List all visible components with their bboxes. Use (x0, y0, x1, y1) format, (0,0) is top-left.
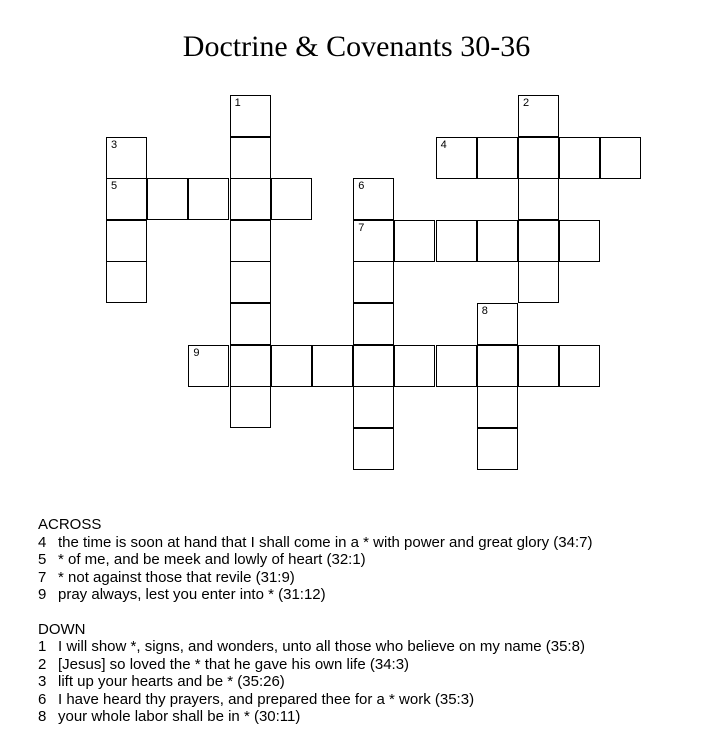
grid-cell[interactable] (353, 428, 394, 470)
grid-cell[interactable] (312, 345, 353, 387)
grid-cell[interactable] (353, 386, 394, 428)
grid-cell[interactable] (436, 345, 477, 387)
across-heading: ACROSS (38, 516, 102, 533)
grid-cell[interactable] (559, 345, 600, 387)
grid-cell[interactable] (106, 137, 147, 179)
clue-text: I have heard thy prayers, and prepared thee for a * work (35:3) (58, 690, 475, 708)
grid-cell[interactable] (353, 220, 394, 262)
clue-text: lift up your hearts and be * (35:26) (58, 673, 285, 690)
clue-text: * of me, and be meek and lowly of heart (32:1) (58, 551, 366, 568)
grid-cell[interactable] (271, 345, 312, 387)
down-heading: DOWN (38, 620, 86, 638)
clue-number: 5 (38, 551, 47, 568)
grid-cell[interactable] (518, 178, 559, 220)
clue-number: 3 (38, 673, 47, 690)
clue-number: 7 (38, 568, 47, 586)
grid-cell[interactable] (436, 137, 477, 179)
grid-cell[interactable] (477, 345, 518, 387)
cell-number: 4 (440, 138, 447, 151)
grid-cell[interactable] (518, 345, 559, 387)
clue-number: 2 (38, 655, 47, 673)
grid-cell[interactable] (188, 345, 229, 387)
page-title: Doctrine & Covenants 30-36 (182, 30, 531, 63)
grid-cell[interactable] (559, 137, 600, 179)
clue-number: 4 (38, 533, 47, 551)
grid-cell[interactable] (477, 137, 518, 179)
clue-across-7 (38, 569, 698, 587)
grid-cell[interactable] (106, 178, 147, 220)
grid-cell[interactable] (230, 220, 271, 262)
clue-down-1 (38, 638, 698, 656)
clue-text: [Jesus] so loved the * that he gave his own life (34:3) (58, 655, 410, 673)
grid-cell[interactable] (518, 220, 559, 262)
grid-cell[interactable] (147, 178, 188, 220)
grid-cell[interactable] (394, 220, 435, 262)
grid-cell[interactable] (436, 220, 477, 262)
grid-cell[interactable] (188, 178, 229, 220)
grid-cell[interactable] (477, 303, 518, 345)
clue-text: pray always, lest you enter into * (31:12) (58, 586, 326, 603)
clue-across-5 (38, 551, 698, 569)
spacer (38, 604, 698, 621)
clue-across-9 (38, 586, 698, 604)
cell-number: 1 (234, 97, 241, 109)
clue-down-6 (38, 691, 698, 709)
clue-across-4 (38, 534, 698, 552)
grid-cell[interactable] (353, 178, 394, 220)
cell-number: 6 (358, 180, 365, 193)
grid-cell[interactable] (518, 137, 559, 179)
cell-number: 9 (193, 346, 200, 359)
clue-number: 9 (38, 586, 47, 603)
grid-cell[interactable] (477, 386, 518, 428)
clue-number: 6 (38, 690, 47, 708)
clue-text: the time is soon at hand that I shall come in a * with power and great glory (34:7) (58, 533, 593, 551)
grid-cell[interactable] (394, 345, 435, 387)
grid-cell[interactable] (353, 303, 394, 345)
clue-number: 8 (38, 708, 47, 725)
grid-cell[interactable] (271, 178, 312, 220)
grid-cell[interactable] (477, 428, 518, 470)
grid-cell[interactable] (106, 261, 147, 303)
cell-number: 3 (111, 138, 118, 151)
grid-cell[interactable] (559, 220, 600, 262)
grid-cell[interactable] (230, 386, 271, 428)
clue-text: I will show *, signs, and wonders, unto all those who believe on my name (35:8) (58, 638, 585, 655)
cell-number: 2 (523, 97, 530, 109)
grid-cell[interactable] (230, 345, 271, 387)
clue-down-3 (38, 673, 698, 691)
cell-number: 5 (111, 180, 118, 193)
grid-cell[interactable] (230, 95, 271, 137)
grid-cell[interactable] (106, 220, 147, 262)
grid-cell[interactable] (518, 95, 559, 137)
grid-cell[interactable] (230, 303, 271, 345)
clue-text: your whole labor shall be in * (30:11) (58, 708, 301, 725)
clue-text: * not against those that revile (31:9) (58, 568, 295, 586)
cell-number: 7 (358, 221, 365, 234)
grid-cell[interactable] (518, 261, 559, 303)
grid-cell[interactable] (230, 137, 271, 179)
grid-cell[interactable] (230, 178, 271, 220)
clue-down-2 (38, 656, 698, 674)
cell-number: 8 (481, 305, 488, 317)
clues-section (38, 516, 698, 726)
grid-cell[interactable] (600, 137, 641, 179)
clue-down-8 (38, 708, 698, 726)
clue-number: 1 (38, 638, 47, 655)
grid-cell[interactable] (353, 261, 394, 303)
grid-cell[interactable] (477, 220, 518, 262)
grid-cell[interactable] (353, 345, 394, 387)
grid-cell[interactable] (230, 261, 271, 303)
